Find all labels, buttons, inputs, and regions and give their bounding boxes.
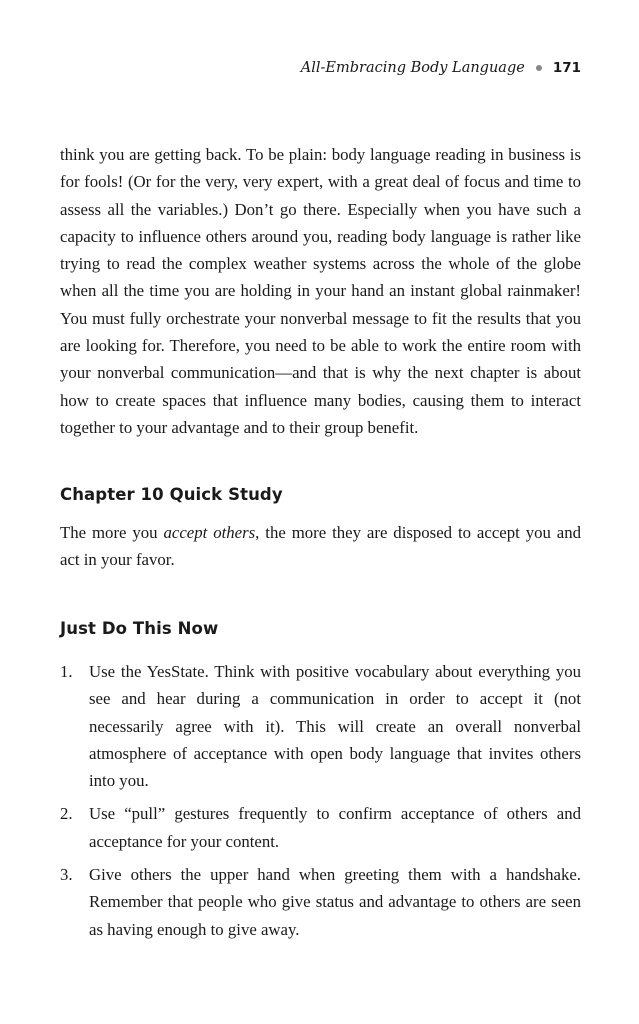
list-item	[60, 658, 581, 794]
running-header	[301, 57, 581, 79]
list-item-text: Use “pull” gestures frequently to confirm acceptance of others and acceptance for your content.	[89, 804, 581, 851]
list-item-number: 1.	[60, 662, 73, 681]
quick-study-emphasis: accept others	[163, 523, 256, 542]
section-heading-just-do-this: Just Do This Now	[60, 619, 219, 638]
quick-study-text-before: The more you	[60, 523, 164, 542]
quick-study-paragraph	[60, 519, 581, 574]
section-heading-quick-study: Chapter 10 Quick Study	[60, 485, 283, 504]
list-item-text: Give others the upper hand when greeting them with a handshake. Remember that people who give status and advantage to others are seen as having enough to give away.	[89, 865, 581, 939]
action-list	[60, 658, 581, 949]
page-number: 171	[552, 60, 581, 76]
running-title: All-Embracing Body Language	[300, 60, 525, 76]
list-item	[60, 800, 581, 855]
list-item-number: 3.	[60, 865, 73, 885]
list-item	[60, 861, 581, 943]
quick-study-text-after: , the more they are disposed to accept you and act in your favor.	[60, 523, 582, 570]
bullet-dot-icon	[536, 65, 542, 71]
list-item-text: Use the YesState. Think with positive vocabulary about everything you see and hear during a communication in order to accept it (not necessarily agree with it). This will create an overall nonverbal atmosphere of acceptance with open body language that invites others into you.	[89, 662, 581, 791]
list-item-number: 2.	[60, 804, 73, 824]
body-paragraph: think you are getting back. To be plain: body language reading in business is for fools! (Or for the very, very expert, with a great deal of focus and time to assess all the variables.) Don’t go there. Especially when you have such a capacity to influence others around you, reading body language is rather like trying to read the complex weather systems across the whole of the globe when all the time you are holding in your hand an instant global rainmaker! You must fully orchestrate your nonverbal message to fit the results that you are looking for. Therefore, you need to be able to work the entire room with your nonverbal communication—and that is why the next chapter is about how to create spaces that influence many bodies, causing them to interact together to your advantage and to their group benefit.	[60, 145, 581, 437]
